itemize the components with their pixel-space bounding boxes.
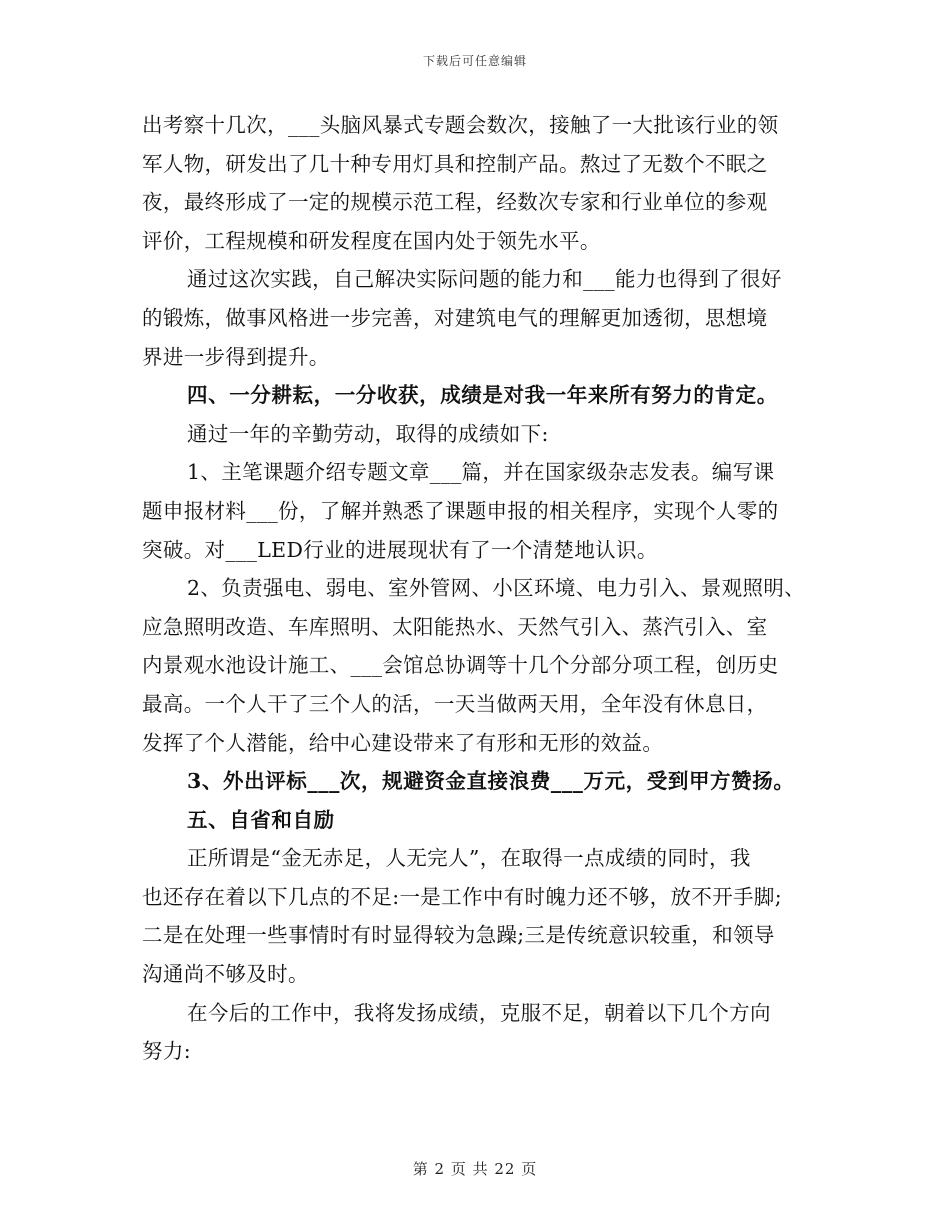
text-line: 1、主笔课题介绍专题文章___篇，并在国家级杂志发表。编写课 bbox=[187, 460, 775, 485]
text-line: 正所谓是“金无赤足，人无完人”，在取得一点成绩的同时，我 bbox=[187, 846, 751, 871]
text-line: 在今后的工作中，我将发扬成绩，克服不足，朝着以下几个方向 bbox=[187, 1000, 771, 1025]
text-line: 题申报材料___份，了解并熟悉了课题申报的相关程序，实现个人零的 bbox=[142, 498, 779, 523]
page-header: 下载后可任意编辑 bbox=[422, 54, 527, 68]
text-line: 最高。一个人干了三个人的活，一天当做两天用，全年没有休息日， bbox=[142, 691, 768, 716]
text-line: 2、负责强电、弱电、室外管网、小区环境、电力引入、景观照明、 bbox=[187, 576, 806, 601]
bold-item-three: 3、外出评标___次，规避资金直接浪费___万元，受到甲方赞扬。 bbox=[187, 769, 795, 794]
document-body bbox=[142, 106, 810, 1071]
text-line: 出考察十几次，___头脑风暴式专题会数次，接触了一大批该行业的领 bbox=[142, 113, 779, 137]
page-footer: 第 2 页 共 22 页 bbox=[412, 1160, 538, 1178]
section-heading-four: 四、一分耕耘，一分收获，成绩是对我一年来所有努力的肯定。 bbox=[187, 383, 778, 408]
text-line: 通过这次实践，自己解决实际问题的能力和___能力也得到了很好 bbox=[187, 267, 782, 292]
text-line: 二是在处理一些事情时有时显得较为急躁;三是传统意识较重，和领导 bbox=[142, 923, 775, 948]
text-line: 沟通尚不够及时。 bbox=[142, 962, 309, 987]
text-line: 应急照明改造、车库照明、太阳能热水、天然气引入、蒸汽引入、室 bbox=[142, 614, 768, 639]
text-line: 努力: bbox=[142, 1039, 191, 1064]
text-line: 通过一年的辛勤劳动，取得的成绩如下: bbox=[187, 421, 549, 446]
text-line: 也还存在着以下几点的不足:一是工作中有时魄力还不够，放不开手脚; bbox=[142, 884, 783, 909]
text-line: 突破。对___LED行业的进展现状有了一个清楚地认识。 bbox=[142, 537, 658, 562]
text-line: 评价，工程规模和研发程度在国内处于领先水平。 bbox=[142, 228, 601, 253]
text-line: 界进一步得到提升。 bbox=[142, 344, 330, 369]
text-line: 军人物，研发出了几十种专用灯具和控制产品。熬过了无数个不眠之 bbox=[142, 151, 768, 176]
text-line: 的锻炼，做事风格进一步完善，对建筑电气的理解更加透彻，思想境 bbox=[142, 305, 768, 330]
text-line: 夜，最终形成了一定的规模示范工程，经数次专家和行业单位的参观 bbox=[142, 190, 768, 215]
section-heading-five: 五、自省和自励 bbox=[187, 807, 335, 832]
text-line: 内景观水池设计施工、___会馆总协调等十几个分部分项工程，创历史 bbox=[142, 653, 779, 678]
text-line: 发挥了个人潜能，给中心建设带来了有形和无形的效益。 bbox=[142, 730, 664, 755]
